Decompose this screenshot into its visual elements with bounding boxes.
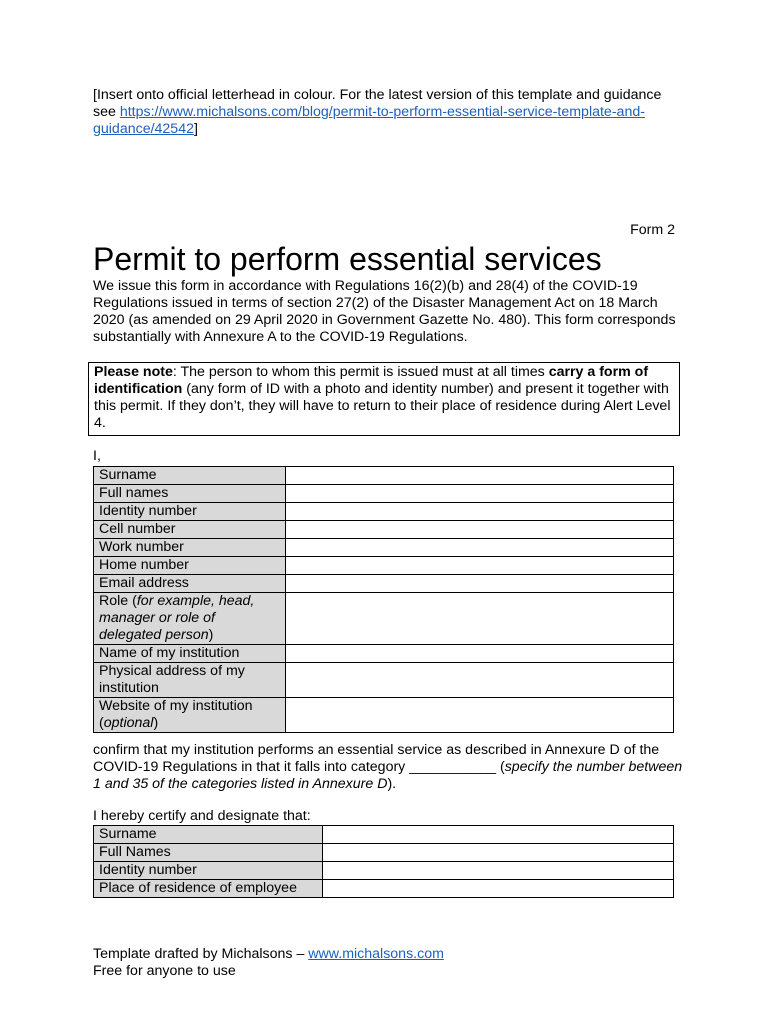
form-number: Form 2 [630, 222, 675, 238]
role-label-suffix: ) [208, 627, 214, 643]
surname-field[interactable] [286, 467, 674, 485]
employee-surname-label: Surname [94, 826, 323, 844]
employee-residence-field[interactable] [323, 880, 674, 898]
footer-free-line: Free for anyone to use [93, 963, 236, 979]
table-row [94, 575, 674, 593]
confirmation-hint: specify the number between 1 and 35 of the categories listed in Annexure D [93, 759, 683, 792]
confirmation-suffix: ). [387, 776, 397, 792]
applicant-details-table [93, 466, 674, 733]
role-label [94, 593, 286, 645]
role-label-hint: for example, head, manager or role of delegated person [99, 593, 255, 643]
employee-residence-label: Place of residence of employee [94, 880, 323, 898]
table-row [94, 880, 674, 898]
table-row [94, 539, 674, 557]
cell-number-field[interactable] [286, 521, 674, 539]
i-label: I, [93, 448, 101, 464]
page-title: Permit to perform essential services [93, 241, 602, 277]
employee-full-names-label: Full Names [94, 844, 323, 862]
website-label-suffix: ) [153, 715, 159, 731]
table-row [94, 485, 674, 503]
website-field[interactable] [286, 698, 674, 733]
table-row [94, 663, 674, 698]
instruction-closing-bracket: ] [193, 121, 198, 137]
role-label-prefix: Role ( [99, 593, 137, 609]
table-row [94, 521, 674, 539]
template-guidance-link[interactable]: https://www.michalsons.com/blog/permit-to-perform-essential-service-template-and-guidance/42542 [93, 104, 645, 137]
physical-address-field[interactable] [286, 663, 674, 698]
please-note-box [88, 362, 680, 436]
work-number-field[interactable] [286, 539, 674, 557]
identity-number-label: Identity number [94, 503, 286, 521]
identity-number-field[interactable] [286, 503, 674, 521]
employee-identity-number-field[interactable] [323, 862, 674, 880]
employee-full-names-field[interactable] [323, 844, 674, 862]
note-emphasis: carry a form of identification [94, 364, 649, 397]
table-row [94, 844, 674, 862]
note-text-1: : The person to whom this permit is issued must at all times [172, 364, 549, 380]
employee-details-table [93, 825, 674, 898]
table-row [94, 862, 674, 880]
email-address-label: Email address [94, 575, 286, 593]
employee-identity-number-label: Identity number [94, 862, 323, 880]
letterhead-instruction [93, 87, 683, 138]
institution-name-label: Name of my institution [94, 645, 286, 663]
table-row [94, 467, 674, 485]
full-names-label: Full names [94, 485, 286, 503]
home-number-label: Home number [94, 557, 286, 575]
footer-drafted-line [93, 946, 444, 963]
certify-statement: I hereby certify and designate that: [93, 808, 311, 824]
home-number-field[interactable] [286, 557, 674, 575]
physical-address-label: Physical address of my institution [94, 663, 286, 698]
table-row [94, 698, 674, 733]
note-text-2: (any form of ID with a photo and identity number) and present it together with this permit. If they don’t, they will have to return to their place of residence during Alert Level 4. [94, 381, 671, 431]
website-label-hint: optional [103, 715, 154, 731]
work-number-label: Work number [94, 539, 286, 557]
email-address-field[interactable] [286, 575, 674, 593]
website-label-prefix: Website of my institution ( [99, 698, 253, 731]
instruction-text: [Insert onto official letterhead in colour. For the latest version of this template and guidance see [93, 87, 662, 120]
role-field[interactable] [286, 593, 674, 645]
employee-surname-field[interactable] [323, 826, 674, 844]
table-row [94, 645, 674, 663]
confirmation-paragraph [93, 742, 683, 793]
table-row [94, 557, 674, 575]
footer [93, 946, 444, 980]
website-label [94, 698, 286, 733]
footer-drafted-text: Template drafted by Michalsons – [93, 946, 309, 962]
institution-name-field[interactable] [286, 645, 674, 663]
table-row [94, 593, 674, 645]
note-heading: Please note [94, 364, 173, 380]
cell-number-label: Cell number [94, 521, 286, 539]
table-row [94, 826, 674, 844]
regulation-paragraph: We issue this form in accordance with Regulations 16(2)(b) and 28(4) of the COVID-19 Regulations issued in terms of section 27(2) of the Disaster Management Act on 18 March 2020 (as amended on 29 April 2020 in Government Gazette No. 480). This form corresponds substantially with Annexure A to the COVID-19 Regulations. [93, 278, 676, 345]
surname-label: Surname [94, 467, 286, 485]
confirmation-text: confirm that my institution performs an essential service as described in Annexure D of the COVID-19 Regulations in that it falls into category ___________ ( [93, 742, 660, 775]
michalsons-link[interactable]: www.michalsons.com [308, 946, 444, 962]
full-names-field[interactable] [286, 485, 674, 503]
table-row [94, 503, 674, 521]
